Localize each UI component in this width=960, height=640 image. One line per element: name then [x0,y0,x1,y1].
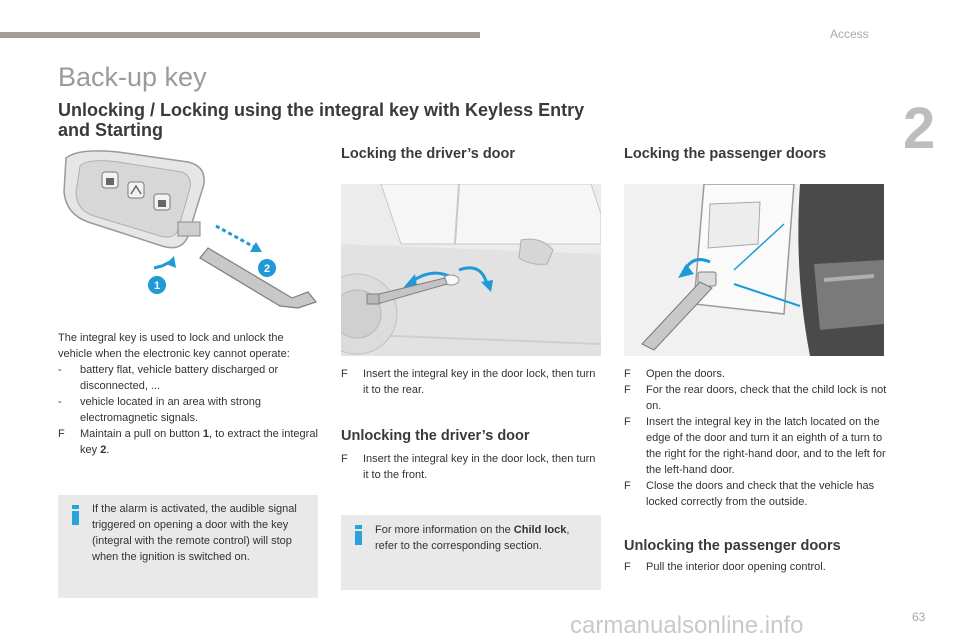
driver-door-illustration [341,184,601,356]
heading-locking-passenger-doors: Locking the passenger doors [624,146,827,162]
info-box-alarm [58,495,318,598]
list-item: F Insert the integral key in the latch located on the edge of the door and turn it an eighth of a turn to the right for the right-hand door, and to the left for the left-hand door. [624,416,886,476]
chapter-number: 2 [903,96,936,161]
heading-unlocking-driver-door: Unlocking the driver’s door [341,428,530,444]
page-title: Back-up key [58,62,207,92]
info-box-child-lock [341,515,601,590]
info-icon [355,525,362,545]
info-icon [72,505,79,525]
callout-1 [148,276,166,294]
unlock-button-icon [154,194,170,210]
intro-paragraph: The integral key is used to lock and unlock the vehicle when the electronic key cannot operate: [58,332,290,360]
section-label: Access [830,27,869,41]
lock-button-icon [102,172,118,188]
heading-unlocking-passenger-doors: Unlocking the passenger doors [624,538,841,554]
list-item: F Close the doors and check that the vehicle has locked correctly from the outside. [624,480,875,508]
list-item: - vehicle located in an area with strong electromagnetic signals. [58,396,261,424]
step-extract-key: F Maintain a pull on button 1, to extract the integral key 2. [58,428,318,456]
svg-text:1: 1 [153,280,161,292]
page-subtitle: Unlocking / Locking using the integral key with Keyless Entry and Starting [58,100,585,140]
watermark: carmanualsonline.info [570,612,804,639]
lock-passenger-steps [624,366,888,510]
svg-text:2: 2 [263,263,271,275]
info-text: For more information on the Child lock, refer to the corresponding section. [375,524,570,552]
unlock-driver-step: F Insert the integral key in the door lock, then turn it to the front. [341,453,596,481]
lock-driver-step: F Insert the integral key in the door lock, then turn it to the rear. [341,368,596,396]
passenger-door-illustration [624,184,884,356]
info-text: If the alarm is activated, the audible signal triggered on opening a door with the key (integral with the remote control) will stop when the ignition is switched on. [92,503,297,563]
key-illustration [58,148,320,320]
boot-button-icon [128,182,144,198]
header-bar [0,32,480,38]
callout-2 [258,259,276,277]
intro-text [58,330,320,458]
unlock-passenger-step: F Pull the interior door opening control. [624,561,826,573]
list-item: F For the rear doors, check that the child lock is not on. [624,384,887,412]
list-item: F Open the doors. [624,368,725,380]
page-number: 63 [912,610,926,624]
list-item: - battery flat, vehicle battery discharged or disconnected, ... [58,364,279,392]
heading-locking-driver-door: Locking the driver’s door [341,146,516,162]
